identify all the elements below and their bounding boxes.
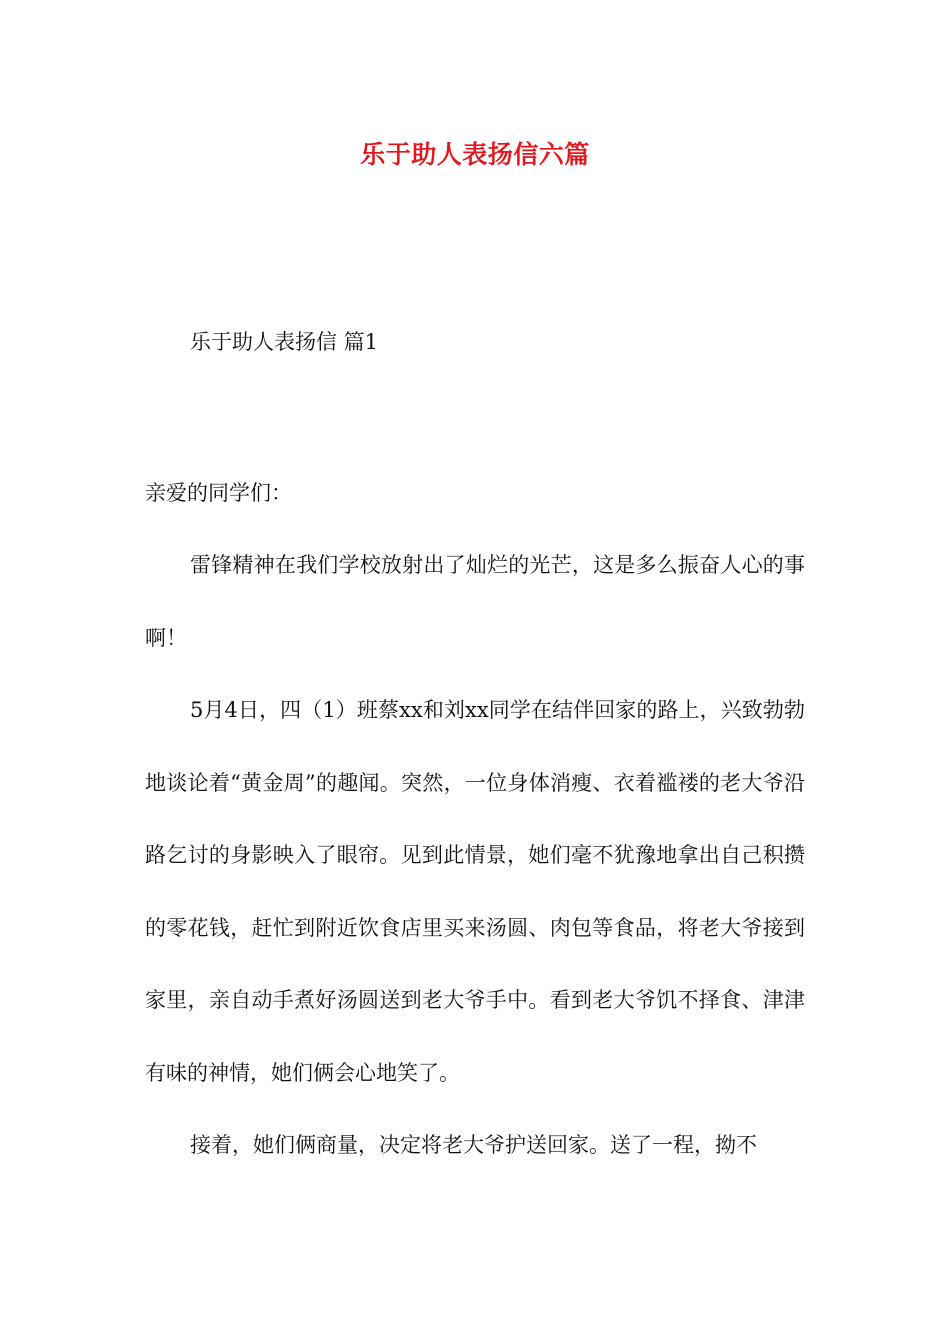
paragraph-3: 接着，她们俩商量，决定将老大爷护送回家。送了一程，拗不 [190, 1133, 757, 1157]
paragraph-2: 5月4日，四（1）班蔡xx和刘xx同学在结伴回家的路上，兴致勃勃地谈论着“黄金周”的趣闻。突然，一位身体消瘦、衣着褴褛的老大爷沿路乞讨的身影映入了眼帘。见到此情景，她们毫不犹豫地拿出自己积攒的零花钱，赶忙到附近饮食店里买来汤圆、肉包等食品，将老大爷接到家里，亲自动手煮好汤圆送到老大爷手中。看到老大爷饥不择食、津津有味的神情，她们俩会心地笑了。 [145, 698, 805, 1085]
paragraph-1: 雷锋精神在我们学校放射出了灿烂的光芒，这是多么振奋人心的事啊！ [145, 553, 805, 650]
document-title: 乐于助人表扬信六篇 [360, 140, 590, 169]
section-heading: 乐于助人表扬信 篇1 [190, 330, 379, 354]
salutation: 亲爱的同学们： [145, 481, 292, 505]
